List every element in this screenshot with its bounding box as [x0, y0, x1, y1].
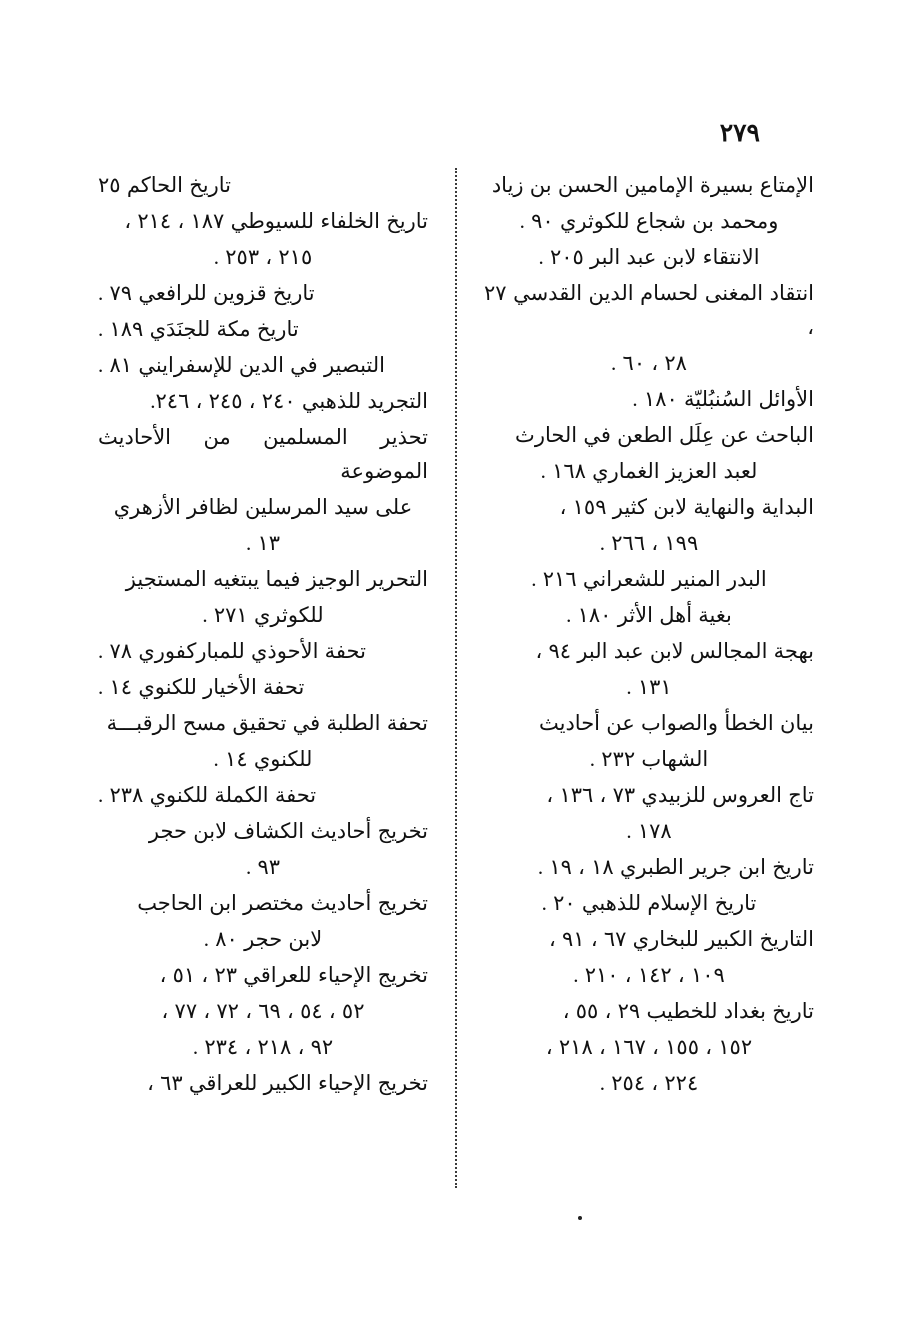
index-entry: ١٣١ .: [626, 675, 672, 700]
index-entry: تحذير المسلمين من الأحاديث الموضوعة: [91, 425, 428, 484]
index-entry: تاج العروس للزبيدي ٧٣ ، ١٣٦ ،: [546, 783, 814, 808]
index-entry: تاريخ مكة للجنَدَي ١٨٩ .: [98, 317, 299, 342]
column-divider: [455, 168, 457, 1188]
index-entry: ١٥٢ ، ١٥٥ ، ١٦٧ ، ٢١٨ ،: [545, 1035, 753, 1060]
index-column-left: [91, 168, 446, 1102]
index-entry: التبصير في الدين للإسفرايني ٨١ .: [98, 353, 385, 378]
index-entry: تاريخ الإسلام للذهبي ٢٠ .: [541, 891, 757, 916]
index-entry: التاريخ الكبير للبخاري ٦٧ ، ٩١ ،: [548, 927, 814, 952]
index-entry: ومحمد بن شجاع للكوثري ٩٠ .: [519, 209, 779, 234]
index-entry: ٩٢ ، ٢١٨ ، ٢٣٤ .: [192, 1035, 334, 1060]
index-entry: تاريخ ابن جرير الطبري ١٨ ، ١٩ .: [537, 855, 814, 880]
index-entry: الإمتاع بسيرة الإمامين الحسن بن زياد: [491, 173, 814, 197]
index-entry: البداية والنهاية لابن كثير ١٥٩ ،: [559, 495, 814, 520]
index-entry: بغية أهل الأثر ١٨٠ .: [566, 603, 732, 628]
index-entry: على سيد المرسلين لظافر الأزهري: [113, 495, 413, 520]
index-entry: تاريخ الخلفاء للسيوطي ١٨٧ ، ٢١٤ ،: [124, 209, 428, 234]
index-entry: تحفة الكملة للكنوي ٢٣٨ .: [98, 783, 317, 808]
index-entry: تحفة الأحوذي للمباركفوري ٧٨ .: [98, 639, 366, 664]
index-entry: ٥٢ ، ٥٤ ، ٦٩ ، ٧٢ ، ٧٧ ،: [161, 999, 365, 1024]
index-entry: بهجة المجالس لابن عبد البر ٩٤ ،: [535, 639, 814, 664]
index-entry: تخريج أحاديث مختصر ابن الحاجب: [137, 891, 428, 916]
index-entry: تاريخ قزوين للرافعي ٧٩ .: [98, 281, 315, 306]
index-entry: تخريج الإحياء الكبير للعراقي ٦٣ ،: [147, 1071, 428, 1096]
index-entry: تخريج أحاديث الكشاف لابن حجر: [148, 819, 428, 844]
index-entry: بيان الخطأ والصواب عن أحاديث: [538, 711, 814, 736]
index-entry: الانتقاء لابن عبد البر ٢٠٥ .: [538, 245, 760, 270]
footer-mark: [578, 1216, 582, 1220]
index-entry: تاريخ الحاكم ٢٥: [98, 173, 232, 197]
index-entry: ٢٨ ، ٦٠ .: [611, 351, 687, 376]
index-entry: ١٧٨ .: [626, 819, 672, 844]
index-entry: الباحث عن عِلَل الطعن في الحارث: [515, 423, 814, 448]
index-entry: ٢٢٤ ، ٢٥٤ .: [599, 1071, 699, 1096]
index-entry: للكوثري ٢٧١ .: [202, 603, 324, 628]
index-entry: ١٠٩ ، ١٤٢ ، ٢١٠ .: [573, 963, 725, 988]
index-entry: ٢١٥ ، ٢٥٣ .: [213, 245, 313, 270]
index-entry: البدر المنير للشعراني ٢١٦ .: [531, 567, 767, 592]
page-number: ٢٧٩: [719, 120, 760, 147]
index-entry: التجريد للذهبي ٢٤٠ ، ٢٤٥ ، ٢٤٦.: [150, 389, 428, 414]
index-entry: تخريج الإحياء للعراقي ٢٣ ، ٥١ ،: [159, 963, 428, 988]
index-entry: ١٩٩ ، ٢٦٦ .: [599, 531, 699, 556]
index-entry: الأوائل السُنبُليّة ١٨٠ .: [632, 387, 814, 412]
index-entry: تحفة الأخيار للكنوي ١٤ .: [98, 675, 305, 700]
index-entry: لابن حجر ٨٠ .: [203, 927, 323, 952]
index-entry: انتقاد المغنى لحسام الدين القدسي ٢٧ ،: [477, 281, 814, 340]
index-entry: ٩٣ .: [245, 855, 281, 880]
index-column-right: [466, 168, 814, 1102]
index-entry: ١٣ .: [245, 531, 281, 556]
index-entry: تحفة الطلبة في تحقيق مسح الرقبـــة: [106, 711, 428, 736]
index-entry: الشهاب ٢٣٢ .: [589, 747, 709, 772]
index-entry: التحرير الوجيز فيما يبتغيه المستجيز: [125, 567, 428, 592]
index-entry: للكنوي ١٤ .: [213, 747, 313, 772]
index-columns: [91, 168, 814, 1188]
index-entry: تاريخ بغداد للخطيب ٢٩ ، ٥٥ ،: [562, 999, 814, 1024]
index-entry: لعبد العزيز الغماري ١٦٨ .: [540, 459, 758, 484]
